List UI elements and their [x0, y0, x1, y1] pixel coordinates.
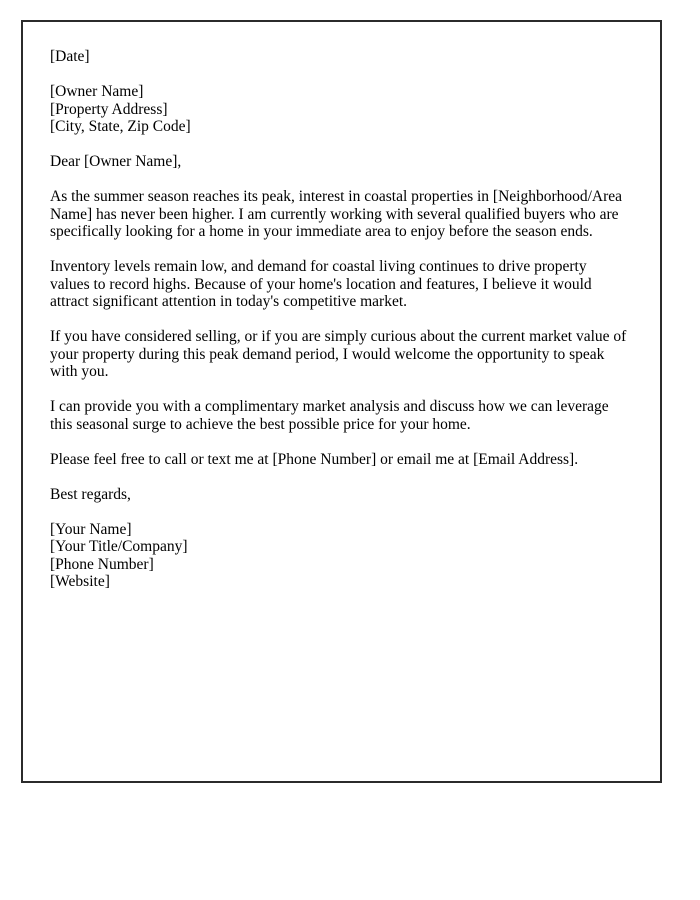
- letter-page-frame: [21, 20, 662, 783]
- paragraph-4: I can provide you with a complimentary market analysis and discuss how we can leverage this seasonal surge to achieve the best possible price for your home.: [50, 398, 609, 433]
- paragraph-5: Please feel free to call or text me at [Phone Number] or email me at [Email Address].: [50, 450, 579, 468]
- signature-website: [Website]: [50, 573, 110, 590]
- recipient-city-state-zip: [City, State, Zip Code]: [50, 118, 191, 135]
- signature-your-name: [Your Name]: [50, 520, 132, 538]
- recipient-property-address: [Property Address]: [50, 100, 168, 118]
- signature-block: [50, 521, 628, 591]
- date-line: [Date]: [50, 48, 90, 65]
- paragraph-1: As the summer season reaches its peak, interest in coastal properties in [Neighborhood/Area Name] has never been higher. I am currently working with several qualified buyers who are specifically looking for a home in your immediate area to enjoy before the season ends.: [50, 188, 623, 240]
- closing-line: Best regards,: [50, 485, 131, 503]
- signature-title-company: [Your Title/Company]: [50, 538, 188, 555]
- signature-phone-number: [Phone Number]: [50, 555, 154, 573]
- paragraph-2: Inventory levels remain low, and demand for coastal living continues to drive property values to record highs. Because of your home's location and features, I believe it would attract significant attention in today's competitive market.: [50, 258, 592, 310]
- paragraph-3: If you have considered selling, or if you are simply curious about the current market value of your property during this peak demand period, I would welcome the opportunity to speak with you.: [50, 328, 627, 380]
- letter-body: [23, 22, 660, 591]
- recipient-owner-name: [Owner Name]: [50, 83, 144, 100]
- recipient-address-block: [50, 83, 628, 136]
- salutation: Dear [Owner Name],: [50, 153, 182, 170]
